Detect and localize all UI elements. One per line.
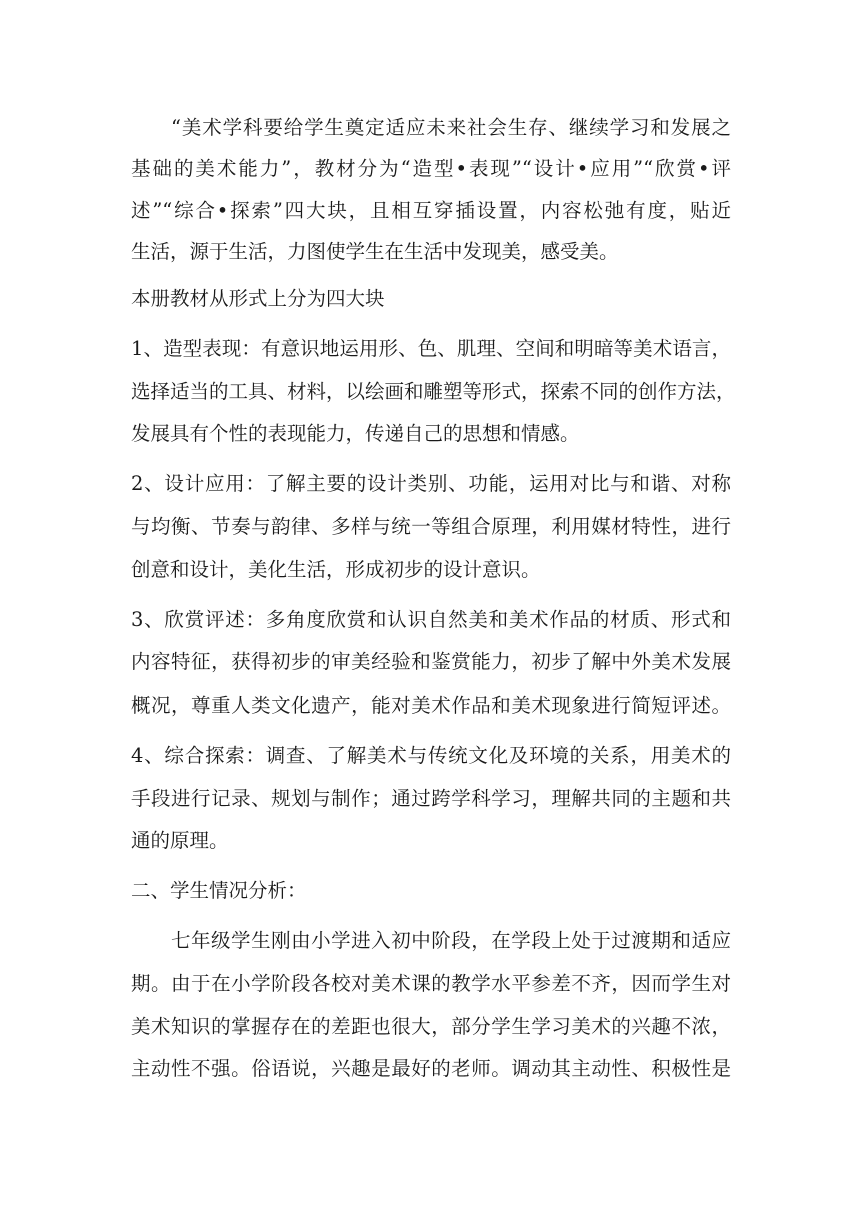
list-item-line: 4、综合探索：调查、了解美术与传统文化及环境的关系，用美术的 [131, 744, 731, 767]
section-intro: 本册教材从形式上分为四大块 [131, 287, 385, 310]
list-item-line: 手段进行记录、规划与制作；通过跨学科学习，理解共同的主题和共 [131, 787, 731, 810]
list-item-line: 3、欣赏评述：多角度欣赏和认识自然美和美术作品的材质、形式和 [131, 608, 731, 631]
paragraph-line: “美术学科要给学生奠定适应未来社会生存、继续学习和发展之 [171, 116, 731, 139]
paragraph-line: 主动性不强。俗语说，兴趣是最好的老师。调动其主动性、积极性是 [131, 1057, 731, 1080]
list-item-line: 创意和设计，美化生活，形成初步的设计意识。 [131, 558, 541, 581]
list-item-line: 通的原理。 [131, 829, 229, 852]
list-item-line: 发展具有个性的表现能力，传递自己的思想和情感。 [131, 422, 580, 445]
paragraph-line: 生活，源于生活，力图使学生在生活中发现美，感受美。 [131, 240, 619, 263]
paragraph-line: 期。由于在小学阶段各校对美术课的教学水平参差不齐，因而学生对 [131, 972, 731, 995]
paragraph-line: 述”“综合•探索”四大块，且相互穿插设置，内容松弛有度，贴近 [131, 199, 731, 222]
list-item-line: 内容特征，获得初步的审美经验和鉴赏能力，初步了解中外美术发展 [131, 650, 731, 673]
list-item-line: 与均衡、节奏与韵律、多样与统一等组合原理，利用媒材特性，进行 [131, 515, 731, 538]
list-item-line: 概况，尊重人类文化遗产，能对美术作品和美术现象进行简短评述。 [131, 694, 731, 717]
list-item-line: 选择适当的工具、材料，以绘画和雕塑等形式，探索不同的创作方法， [131, 380, 736, 403]
section-heading: 二、学生情况分析： [131, 879, 307, 902]
list-item-line: 2、设计应用：了解主要的设计类别、功能，运用对比与和谐、对称 [131, 472, 731, 495]
list-item-line: 1、造型表现：有意识地运用形、色、肌理、空间和明暗等美术语言， [131, 337, 731, 360]
paragraph-line: 七年级学生刚由小学进入初中阶段，在学段上处于过渡期和适应 [171, 929, 731, 952]
paragraph-line: 基础的美术能力”，教材分为“造型•表现”“设计•应用”“欣赏•评 [131, 157, 731, 180]
paragraph-line: 美术知识的掌握存在的差距也很大，部分学生学习美术的兴趣不浓， [131, 1015, 731, 1038]
